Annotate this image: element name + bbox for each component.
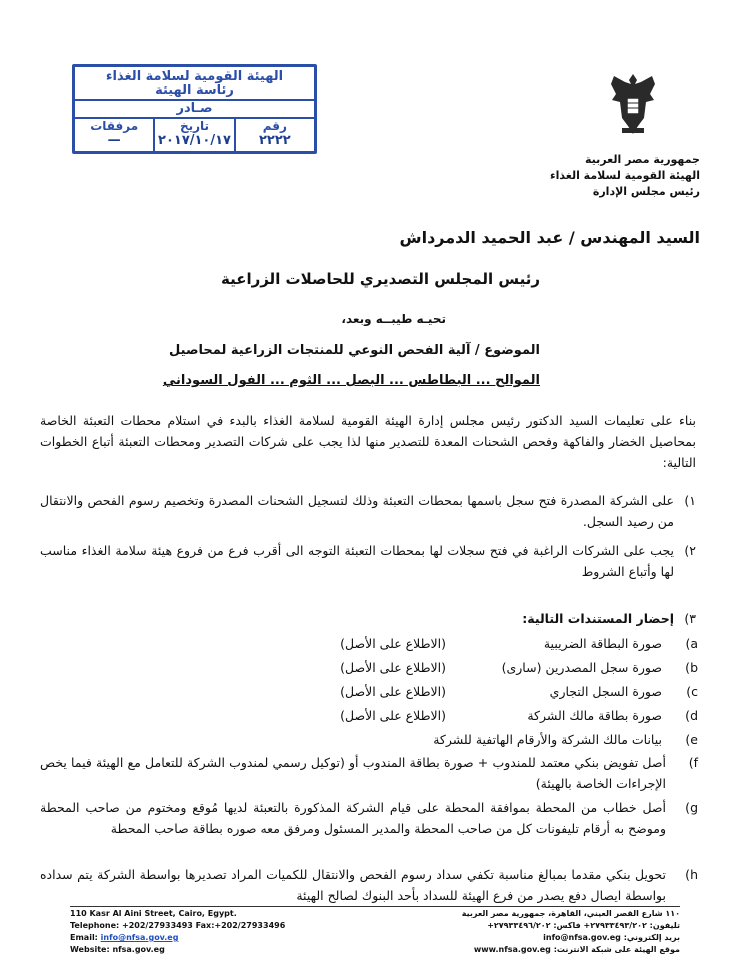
footer-divider [70,906,680,907]
document-text: أصل خطاب من المحطة بموافقة المحطة على قيام الشركة المذكورة بالتعبئة لديها مُوقع ومختوم من صاحب المحطة وموضح به أرقام تليفونات كل من صاحب المحطة والمدير المسئول ومرفق معه صوره بطاقة صاحب المحطة [40,800,666,836]
document-letter: d) [685,708,698,723]
document-row-long [40,864,696,906]
stamp-line1: الهيئة القومية لسلامة الغذاء [105,69,284,84]
document-letter: g) [685,800,698,815]
footer-phone-en: Telephone: +202/27933493 Fax:+202/27933496 [70,921,286,930]
stamp-date-value: ٢٠١٧/١٠/١٧ [158,133,231,148]
stamp-line2: رئاسة الهيئة [155,83,234,98]
stamp-attachments-value: — [107,133,121,148]
document-name: صورة بطاقة مالك الشركة [527,708,662,723]
greeting: تحيـه طيبــه وبعد، [341,312,446,326]
documents-heading-text: إحضار المستندات التالية: [522,611,674,626]
document-row-long [40,752,696,794]
list-item [40,540,696,582]
footer-address-ar: ١١٠ شارع القصر العيني، القاهرة، جمهورية مصر العربية [461,909,680,918]
stamp-number-label: رقم [262,119,287,133]
document-name: صورة البطاقة الضريبية [543,636,662,651]
footer-phone-ar: تليفون: ٢٧٩٣٣٤٩٣/٢٠٢+ فاكس: ٢٧٩٣٣٤٩٦/٢٠٢+ [487,921,680,930]
egypt-eagle-emblem-icon [608,70,658,138]
footer-website-link[interactable]: nfsa.gov.eg [112,945,165,954]
footer-website-ar[interactable]: موقع الهيئة على شبكة الانترنت: www.nfsa.gov.eg [473,945,680,954]
document-note: (الاطلاع على الأصل) [340,708,446,723]
stamp-attachments-cell [75,119,153,151]
outgoing-stamp [72,64,317,154]
document-letter: b) [685,660,698,675]
footer-email-ar[interactable]: بريد إلكتروني: info@nfsa.gov.eg [543,933,680,942]
document-letter: e) [685,732,698,747]
item-number: ٣) [684,611,696,626]
footer-website-en [70,944,285,956]
footer-email-link[interactable]: info@nfsa.gov.eg [100,933,179,942]
document-letter: a) [685,636,698,651]
stamp-number-value: ٢٢٢٢ [258,133,291,148]
recipient-name: السيد المهندس / عبد الحميد الدمرداش [399,228,700,247]
stamp-date-cell [153,119,233,151]
footer-email-label: Email: [70,933,101,942]
org-line1: جمهورية مصر العربية [585,153,700,166]
document-name: صورة سجل المصدرين (سارى) [501,660,662,675]
documents-heading [40,608,696,629]
document-row [40,682,696,702]
document-row-long [40,797,696,839]
document-row [40,634,696,654]
document-name: بيانات مالك الشركة والأرقام الهاتفية للشركة [433,732,662,747]
item-text: على الشركة المصدرة فتح سجل باسمها بمحطات التعبئة وذلك لتسجيل الشحنات المصدرة وتخصيم رسوم الفحص والانتقال من رصيد السجل. [40,493,674,529]
stamp-date-label: تاريخ [179,119,210,133]
stamp-number-cell [234,119,314,151]
list-item [40,490,696,532]
subject-crops: الموالح ... البطاطس ... البصل ... الثوم ... الفول السوداني [162,373,540,388]
footer-email-en [70,932,285,944]
document-text: أصل تفويض بنكي معتمد للمندوب + صورة بطاقة المندوب أو (توكيل رسمي لمندوب الشركة للتعامل مع الهيئة فيما يخص الإجراءات الخاصة بالهيئة) [40,755,666,791]
subject-line: الموضوع / آلية الفحص النوعي للمنتجات الزراعية لمحاصيل [169,343,540,358]
footer-website-label: Website: [70,945,113,954]
footer-english [70,908,285,956]
document-row [40,706,696,726]
org-line3: رئيس مجلس الإدارة [592,185,700,198]
item-text: يجب على الشركات الراغبة في فتح سجلات لها بمحطات التعبئة التوجه الى أقرب فرع من فروع هيئة سلامة الغذاء مناسب لها وأتباع الشروط [40,543,674,579]
document-row [40,730,696,750]
intro-paragraph: بناء على تعليمات السيد الدكتور رئيس مجلس إدارة الهيئة القومية لسلامة الغذاء بالبدء في استلام محطات التعبئة الخاصة بمحاصيل الخضار والفاكهة وفحص الشحنات المعدة للتصدير منها لذا يجب على شركات التصدير ومحطات التعبئة أتباع الخطوات التالية: [40,413,696,470]
stamp-line3: صـادر [75,99,314,119]
recipient-title: رئيس المجلس التصديري للحاصلات الزراعية [220,270,540,288]
document-note: (الاطلاع على الأصل) [340,684,446,699]
document-letter: c) [686,684,698,699]
org-line2: الهيئة القومية لسلامة الغذاء [549,169,700,182]
document-row [40,658,696,678]
footer-address-en: 110 Kasr Al Aini Street, Cairo, Egypt. [70,909,237,918]
footer-arabic [462,908,680,956]
organization-header [550,152,700,200]
document-letter: h) [685,867,698,882]
document-letter: f) [688,755,698,770]
document-note: (الاطلاع على الأصل) [340,660,446,675]
document-name: صورة السجل التجاري [549,684,662,699]
item-number: ٢) [684,543,696,558]
document-note: (الاطلاع على الأصل) [340,636,446,651]
document-text: تحويل بنكي مقدما بمبالغ مناسبة تكفي سداد رسوم الفحص والانتقال للكميات المراد تصديرها بواسطة الشركة يتم سداده بواسطة ايصال دفع يصدر من فرع الهيئة للسداد بأحد البنوك لصالح الهيئة [40,867,666,903]
stamp-attachments-label: مرفقات [90,119,139,133]
item-number: ١) [684,493,696,508]
